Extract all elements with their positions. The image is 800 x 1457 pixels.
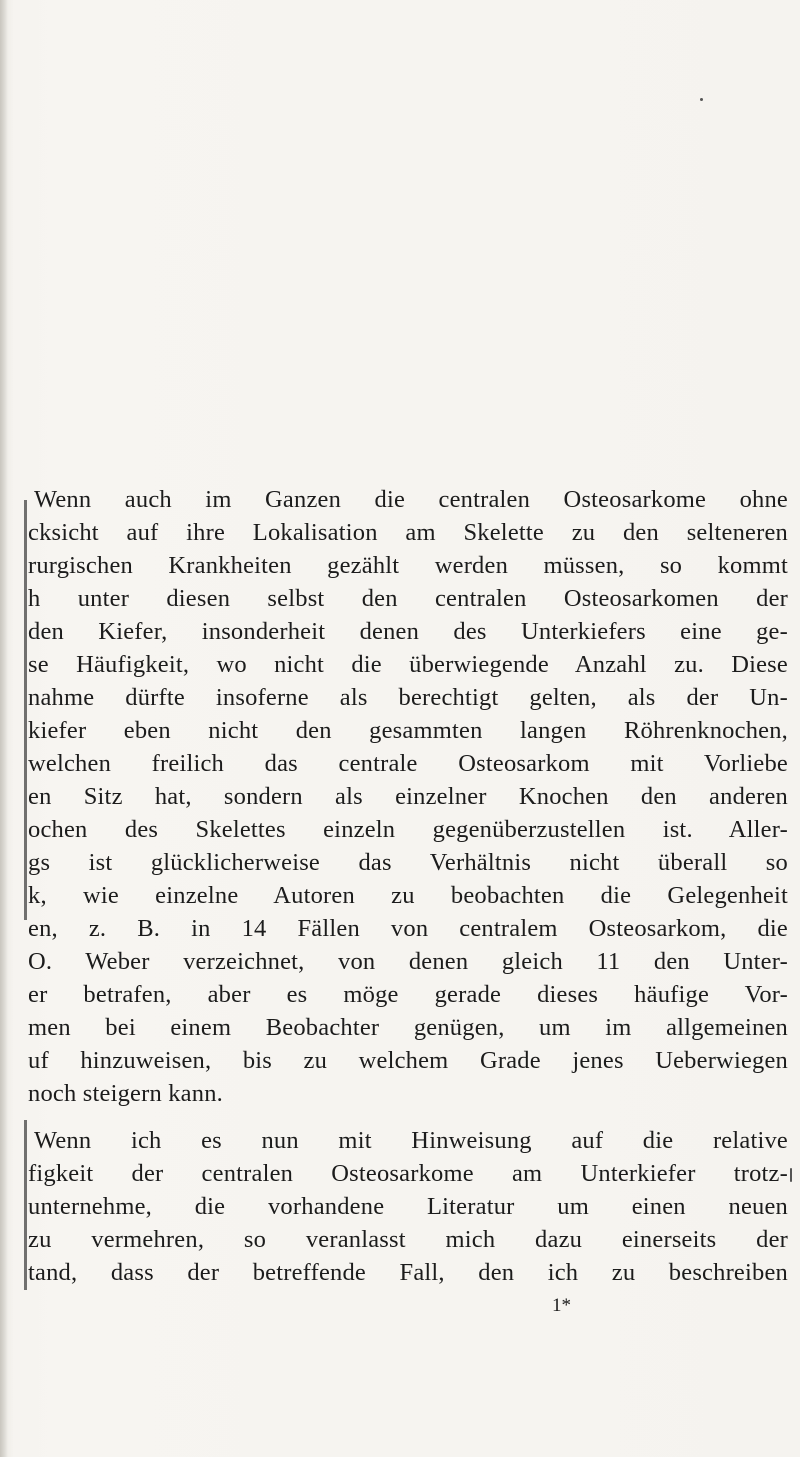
paragraph [28, 483, 788, 1110]
text-line: h unter diesen selbst den centralen Osteosarkomen der [28, 585, 788, 612]
binding-shadow [0, 0, 8, 1457]
text-line: Wenn ich es nun mit Hinweisung auf die relative [34, 1127, 788, 1154]
text-line: men bei einem Beobachter genügen, um im allgemeinen [28, 1014, 788, 1041]
text-line: zu vermehren, so veranlasst mich dazu einerseits der [28, 1226, 788, 1253]
text-line: rurgischen Krankheiten gezählt werden müssen, so kommt [28, 552, 788, 579]
text-line: O. Weber verzeichnet, von denen gleich 11 den Unter- [28, 948, 788, 975]
text-line: ochen des Skelettes einzeln gegenüberzustellen ist. Aller- [28, 816, 788, 843]
paper-speck [790, 1168, 792, 1182]
binding-edge [24, 1120, 27, 1290]
paper-speck [700, 98, 703, 101]
text-line: cksicht auf ihre Lokalisation am Skelette zu den selteneren [28, 519, 788, 546]
text-line: se Häufigkeit, wo nicht die überwiegende Anzahl zu. Diese [28, 651, 788, 678]
text-line: welchen freilich das centrale Osteosarkom mit Vorliebe [28, 750, 788, 777]
text-line: uf hinzuweisen, bis zu welchem Grade jenes Ueberwiegen [28, 1047, 788, 1074]
text-line: en, z. B. in 14 Fällen von centralem Osteosarkom, die [28, 915, 788, 942]
paragraph [28, 1124, 788, 1289]
text-line: k, wie einzelne Autoren zu beobachten die Gelegenheit [28, 882, 788, 909]
body-text [28, 483, 788, 1289]
paragraph-gap [28, 1110, 788, 1124]
text-line: kiefer eben nicht den gesammten langen Röhrenknochen, [28, 717, 788, 744]
text-line: noch steigern kann. [28, 1080, 223, 1107]
text-line: er betrafen, aber es möge gerade dieses häufige Vor- [28, 981, 788, 1008]
text-line: unternehme, die vorhandene Literatur um einen neuen [28, 1193, 788, 1220]
text-line: nahme dürfte insoferne als berechtigt gelten, als der Un- [28, 684, 788, 711]
text-line: tand, dass der betreffende Fall, den ich zu beschreiben [28, 1259, 788, 1286]
text-line: gs ist glücklicherweise das Verhältnis nicht überall so [28, 849, 788, 876]
text-line: figkeit der centralen Osteosarkome am Unterkiefer trotz- [28, 1160, 788, 1187]
text-line: den Kiefer, insonderheit denen des Unterkiefers eine ge- [28, 618, 788, 645]
binding-edge [24, 500, 27, 920]
text-line: Wenn auch im Ganzen die centralen Osteosarkome ohne [34, 486, 788, 513]
text-line: en Sitz hat, sondern als einzelner Knochen den anderen [28, 783, 788, 810]
page-number: 1* [552, 1295, 571, 1316]
